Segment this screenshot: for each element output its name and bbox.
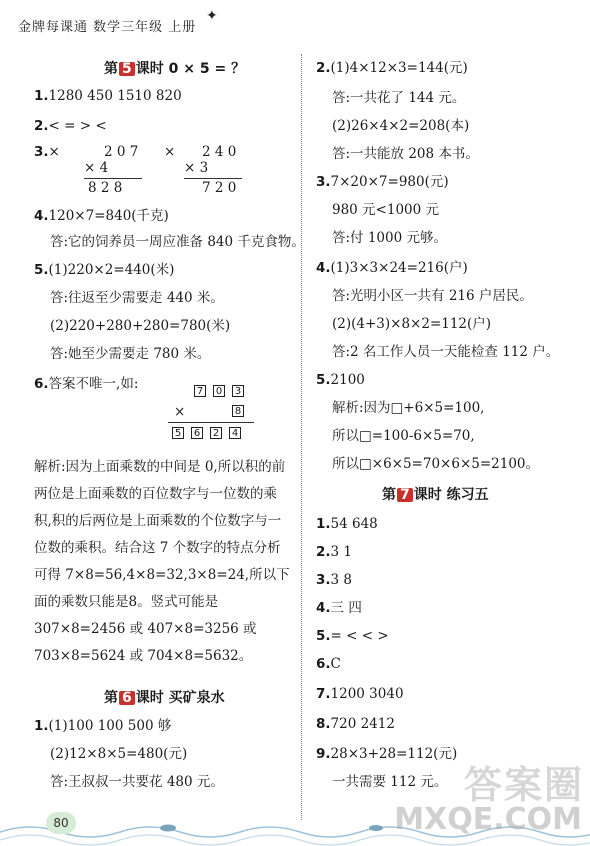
answer-r2-1-conclusion: 答:一共花了 144 元。 [332,90,466,106]
answer-6-analysis: 解析:因为上面乘数的中间是 0,所以积的前两位是上面乘数的百位数字与一位数的乘积,积的后两位是上面乘数的个位数字与一位数的乘积。结合这 7 个数字的特点分析可得 7×8=56,4×8=32,3×8=24,所以下面的乘数只能是8。竖式可能是 307×8=2456 或 407×8=3256 或 703×8=5624 或 704×8=5632。 [34,459,290,664]
digit-box-multiplier [232,404,251,418]
answer-r4-1-conclusion: 答:光明小区一共有 216 户居民。 [332,288,533,304]
answer-1: 1.1280 450 1510 820 [34,88,182,104]
book-header [18,8,219,35]
sparkle-icon: ✦ [206,8,219,24]
vertical-calc-1-mid: × 4 [84,160,109,176]
lesson6-conclusion: 答:王叔叔一共要花 480 元。 [50,774,224,790]
book-title: 金牌每课通 数学三年级 上册 [18,20,197,35]
watermark-site: MXQE.COM [394,802,582,837]
digit-box: 5 [172,427,184,439]
digit-box: 4 [229,427,241,439]
digit-box: 6 [191,427,203,439]
column-divider [301,54,302,820]
lesson-number-badge: 7 [397,488,413,502]
answer-4: 4.120×7=840(千克) [34,208,169,224]
digit-box: 0 [213,385,225,397]
answer-r5-analysis-3: 所以□×6×5=70×6×5=2100。 [332,456,540,472]
lesson7-answer-2: 2.3 1 [316,544,353,560]
digit-boxes-top [194,384,251,398]
lesson7-answer-4: 4.三 四 [316,600,362,616]
answer-4-conclusion: 答:它的饲养员一周应准备 840 千克食物。 [50,234,305,250]
vertical-calc-2-mid: × 3 [184,160,209,176]
digit-box: 2 [210,427,222,439]
lesson7-answer-5: 5.= < < > [316,628,389,644]
answer-6: 6.答案不唯一,如: [34,376,139,392]
calc-line-2 [184,178,242,179]
answer-r5-analysis-1: 解析:因为□+6×5=100, [332,400,485,416]
lesson7-answer-3: 3.3 8 [316,572,353,588]
page-number: 80 [46,812,76,834]
answer-r2-2-conclusion: 答:一共能放 208 本书。 [332,146,479,162]
lesson7-title: 第 7 课时 练习五 [382,487,489,503]
vertical-calc-1-top: 2 0 7 [104,144,139,160]
answer-r4-2-conclusion: 答:2 名工作人员一天能检查 112 户。 [332,344,560,360]
answer-5: 5.(1)220×2=440(米) [34,262,175,278]
answer-r2: 2.(1)4×12×3=144(元) [316,60,468,76]
digit-box: 7 [194,385,206,397]
answer-r3: 3.7×20×7=980(元) [316,174,449,190]
answer-r2-2: (2)26×4×2=208(本) [332,118,470,134]
answer-r4-2: (2)(4+3)×8×2=112(户) [332,316,492,332]
answer-r5-analysis-2: 所以□=100-6×5=70, [332,428,475,444]
answer-r3-compare: 980 元<1000 元 [332,202,440,218]
watermark-logo: 答案圈 [463,763,584,807]
calc-line-3 [168,422,254,423]
answer-r5: 5.2100 [316,372,365,388]
lesson6-title: 第 6 课时 买矿泉水 [104,690,225,706]
vertical-calc-2-result: 7 2 0 [202,180,237,196]
lesson7-answer-9-conclusion: 一共需要 112 元。 [332,774,448,790]
vertical-calc-2-mark: × [164,144,176,160]
answer-r4: 4.(1)3×3×24=216(户) [316,260,468,276]
calc-line-1 [84,178,142,179]
vertical-calc-1-result: 8 2 8 [88,180,123,196]
lesson7-answer-8: 8.720 2412 [316,716,395,732]
lesson-number-badge: 5 [119,62,135,76]
lesson5-title: 第 5 课时 0 × 5 = ？ [104,61,246,77]
answer-5-2-conclusion: 答:她至少需要走 780 米。 [50,346,211,362]
answer-3: 3.× [34,144,60,160]
digit-boxes-result [172,426,248,440]
lesson7-answer-6: 6.C [316,656,341,672]
answer-5-1-conclusion: 答:往返至少需要走 440 米。 [50,290,224,306]
answer-r3-conclusion: 答:付 1000 元够。 [332,230,447,246]
vertical-calc-2-top: 2 4 0 [202,144,237,160]
lesson7-answer-1: 1.54 648 [316,516,378,532]
answer-2: 2.< = > < [34,118,107,134]
lesson6-answer-1-2: (2)12×8×5=480(元) [50,746,188,762]
lesson7-answer-9: 9.28×3+28=112(元) [316,746,458,762]
lesson7-answer-7: 7.1200 3040 [316,686,404,702]
answer-5-2: (2)220+280+280=780(米) [50,318,231,334]
lesson6-answer-1: 1.(1)100 100 500 够 [34,718,172,734]
digit-box: 3 [232,385,244,397]
digit-box: 8 [232,405,244,417]
lesson-number-badge: 6 [119,691,135,705]
multiply-sign: × [174,404,186,420]
